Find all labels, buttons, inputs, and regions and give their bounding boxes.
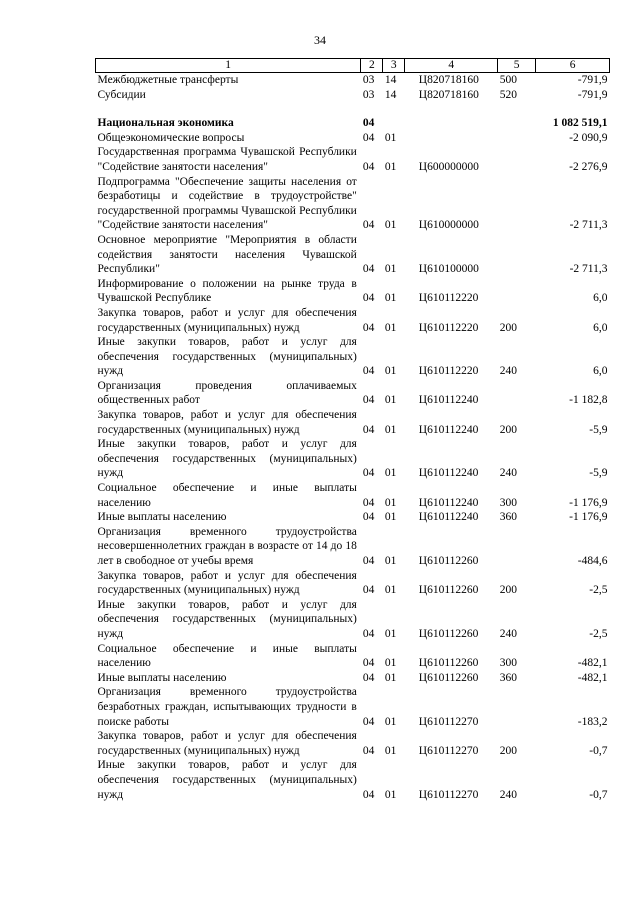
table-header (96, 59, 610, 73)
item-name: Иные выплаты населению (97, 511, 227, 524)
subsection-code: 01 (384, 511, 397, 524)
amount: 6,0 (593, 321, 608, 334)
table-row (96, 277, 610, 306)
target-article-code: Ц600000000 (418, 160, 479, 173)
target-article-code: Ц610112260 (418, 584, 479, 597)
header-cell-6: 6 (536, 59, 610, 73)
expense-type-code: 360 (499, 671, 517, 684)
amount: -482,1 (577, 657, 608, 670)
section-code: 04 (362, 657, 375, 670)
spacer-row (96, 102, 610, 116)
section-code: 04 (362, 715, 375, 728)
amount: -791,9 (577, 74, 608, 86)
item-name: Закупка товаров, работ и услуг для обеспечения государственных (муниципальных) нужд (97, 730, 357, 757)
header-cell-4: 4 (405, 59, 498, 73)
header-cell-5: 5 (498, 59, 536, 73)
target-article-code: Ц610112240 (418, 496, 479, 509)
table-row (96, 145, 610, 174)
subsection-code: 01 (384, 627, 397, 640)
subsection-code (383, 116, 405, 131)
expense-type-code: 520 (499, 88, 517, 101)
expense-type-code: 200 (499, 423, 517, 436)
section-code: 04 (362, 467, 375, 480)
table-row (96, 437, 610, 481)
amount: -2 276,9 (569, 160, 608, 173)
subsection-code: 01 (384, 671, 397, 684)
target-article-code: Ц610112270 (418, 788, 479, 801)
section-code: 04 (362, 584, 375, 597)
section-code: 04 (362, 117, 375, 130)
target-article-code: Ц610112240 (418, 511, 479, 524)
table-row (96, 569, 610, 598)
table-row (96, 335, 610, 379)
amount: -2 090,9 (569, 131, 608, 144)
item-name: Общеэкономические вопросы (97, 131, 245, 144)
table-row (96, 729, 610, 758)
section-code: 04 (362, 365, 375, 378)
subsection-code: 14 (384, 74, 397, 86)
target-article-code: Ц610112260 (418, 657, 479, 670)
subsection-code: 01 (384, 423, 397, 436)
target-article-code: Ц610112240 (418, 423, 479, 436)
amount: -2,5 (589, 584, 608, 597)
item-name: Иные закупки товаров, работ и услуг для обеспечения государственных (муниципальных) нужд (97, 438, 357, 480)
subsection-code: 01 (384, 496, 397, 509)
amount: -2 711,3 (569, 263, 608, 276)
table-row (96, 758, 610, 802)
subsection-code: 01 (384, 744, 397, 757)
amount: 6,0 (593, 292, 608, 305)
page-number: 34 (314, 33, 326, 47)
target-article-code (405, 116, 498, 131)
section-code: 04 (362, 263, 375, 276)
expense-type-code: 300 (499, 657, 517, 670)
amount: -791,9 (577, 88, 608, 101)
item-name: Основное мероприятие "Мероприятия в области содействия занятости населения Чувашской Республики" (97, 233, 357, 276)
item-name: Организация проведения оплачиваемых общественных работ (97, 379, 357, 407)
section-code: 04 (362, 131, 375, 144)
item-name: Государственная программа Чувашской Республики "Содействие занятости населения" (97, 146, 357, 173)
expense-type-code: 500 (499, 74, 517, 86)
subsection-code: 01 (384, 657, 397, 670)
section-code: 03 (362, 74, 375, 86)
expense-type-code (498, 131, 536, 146)
expense-type-code (498, 233, 536, 277)
section-heading-row (96, 116, 610, 131)
target-article-code: Ц610112220 (418, 321, 479, 334)
item-name: Организация временного трудоустройства безработных граждан, испытывающих трудности в поиске работы (97, 686, 357, 728)
section-code: 04 (362, 219, 375, 232)
subsection-code: 01 (384, 788, 397, 801)
amount: -5,9 (589, 467, 608, 480)
section-code: 03 (362, 88, 375, 101)
expense-type-code (498, 685, 536, 729)
subsection-code: 14 (384, 88, 397, 101)
subsection-code: 01 (384, 365, 397, 378)
expense-type-code (498, 277, 536, 306)
table-row (96, 598, 610, 642)
section-code: 04 (362, 511, 375, 524)
table-row (96, 481, 610, 510)
amount: -2 711,3 (569, 219, 608, 232)
expense-type-code: 360 (499, 511, 517, 524)
item-name: Межбюджетные трансферты (97, 74, 239, 86)
expense-type-code (498, 379, 536, 408)
subsection-code: 01 (384, 394, 397, 407)
amount: -482,1 (577, 671, 608, 684)
expense-type-code (498, 145, 536, 174)
section-code: 04 (362, 627, 375, 640)
section-code: 04 (362, 394, 375, 407)
expense-type-code: 240 (499, 467, 517, 480)
item-name: Иные выплаты населению (97, 671, 227, 684)
expense-type-code: 300 (499, 496, 517, 509)
subsection-code: 01 (384, 160, 397, 173)
target-article-code (405, 131, 498, 146)
table-row (96, 73, 610, 88)
budget-table (95, 58, 610, 802)
item-name: Информирование о положении на рынке труда в Чувашской Республике (97, 277, 357, 305)
subsection-code: 01 (384, 467, 397, 480)
table-row (96, 306, 610, 335)
table-row (96, 671, 610, 686)
section-code: 04 (362, 321, 375, 334)
subsection-code: 01 (384, 292, 397, 305)
item-name: Закупка товаров, работ и услуг для обеспечения государственных (муниципальных) нужд (97, 306, 357, 334)
table-row (96, 379, 610, 408)
item-name: Иные закупки товаров, работ и услуг для обеспечения государственных (муниципальных) нужд (97, 598, 357, 640)
target-article-code: Ц610112260 (418, 555, 479, 567)
subsection-code: 01 (384, 321, 397, 334)
target-article-code: Ц610000000 (418, 219, 479, 232)
amount: 1 082 519,1 (552, 117, 608, 130)
item-name: Иные закупки товаров, работ и услуг для обеспечения государственных (муниципальных) нужд (97, 336, 357, 378)
expense-type-code (498, 175, 536, 233)
section-code: 04 (362, 292, 375, 305)
expense-type-code: 240 (499, 788, 517, 801)
expense-type-code: 240 (499, 365, 517, 378)
expense-type-code (498, 116, 536, 131)
amount: -183,2 (577, 715, 608, 728)
item-name: Национальная экономика (97, 117, 234, 130)
amount: -1 176,9 (569, 496, 608, 509)
section-code: 04 (362, 744, 375, 757)
subsection-code: 01 (384, 219, 397, 232)
expense-type-code: 200 (499, 744, 517, 757)
amount: -1 182,8 (569, 394, 608, 407)
item-name: Иные закупки товаров, работ и услуг для обеспечения государственных (муниципальных) нужд (97, 759, 357, 801)
target-article-code: Ц610112220 (418, 292, 479, 305)
section-code: 04 (362, 555, 375, 567)
header-cell-3: 3 (383, 59, 405, 73)
section-code: 04 (362, 496, 375, 509)
section-code: 04 (362, 788, 375, 801)
item-name: Закупка товаров, работ и услуг для обеспечения государственных (муниципальных) нужд (97, 569, 357, 597)
table-row (96, 642, 610, 671)
table-row (96, 408, 610, 437)
amount: -0,7 (589, 744, 608, 757)
subsection-code: 01 (384, 715, 397, 728)
target-article-code: Ц820718160 (418, 88, 479, 101)
item-name: Организация временного трудоустройства несовершеннолетних граждан в возрасте от 14 до 18 лет в свободное от учебы время (97, 525, 357, 567)
table-row (96, 88, 610, 103)
table-row (96, 525, 610, 569)
header-cell-1: 1 (96, 59, 361, 73)
section-code: 04 (362, 671, 375, 684)
table-row (96, 233, 610, 277)
target-article-code: Ц610112240 (418, 467, 479, 480)
spacer-cell (96, 102, 610, 116)
target-article-code: Ц610100000 (418, 263, 479, 276)
amount: -484,6 (577, 555, 608, 567)
amount: -5,9 (589, 423, 608, 436)
item-name: Подпрограмма "Обеспечение защиты населения от безработицы и содействие в трудоустройстве" государственной программы Чувашской Республики "Содействие занятости населения" (97, 175, 357, 232)
subsection-code: 01 (384, 263, 397, 276)
expense-type-code: 200 (499, 584, 517, 597)
target-article-code: Ц610112260 (418, 671, 479, 684)
item-name: Закупка товаров, работ и услуг для обеспечения государственных (муниципальных) нужд (97, 409, 357, 436)
item-name: Социальное обеспечение и иные выплаты населению (97, 482, 357, 509)
table-row (96, 131, 610, 146)
target-article-code: Ц610112270 (418, 744, 479, 757)
amount: -2,5 (589, 627, 608, 640)
subsection-code: 01 (384, 584, 397, 597)
expense-type-code: 240 (499, 627, 517, 640)
target-article-code: Ц820718160 (418, 74, 479, 86)
target-article-code: Ц610112220 (418, 365, 479, 378)
target-article-code: Ц610112260 (418, 627, 479, 640)
subsection-code: 01 (384, 555, 397, 567)
table-row (96, 685, 610, 729)
subsection-code: 01 (384, 131, 397, 144)
amount: 6,0 (593, 365, 608, 378)
section-code: 04 (362, 160, 375, 173)
expense-type-code (498, 525, 536, 569)
header-row (96, 59, 610, 73)
item-name: Субсидии (97, 88, 146, 101)
target-article-code: Ц610112240 (418, 394, 479, 407)
amount: -1 176,9 (569, 511, 608, 524)
target-article-code: Ц610112270 (418, 715, 479, 728)
table-row (96, 175, 610, 233)
table-body (96, 73, 610, 803)
table-row (96, 510, 610, 525)
amount: -0,7 (589, 788, 608, 801)
expense-type-code: 200 (499, 321, 517, 334)
item-name: Социальное обеспечение и иные выплаты населению (97, 642, 357, 670)
section-code: 04 (362, 423, 375, 436)
header-cell-2: 2 (361, 59, 383, 73)
